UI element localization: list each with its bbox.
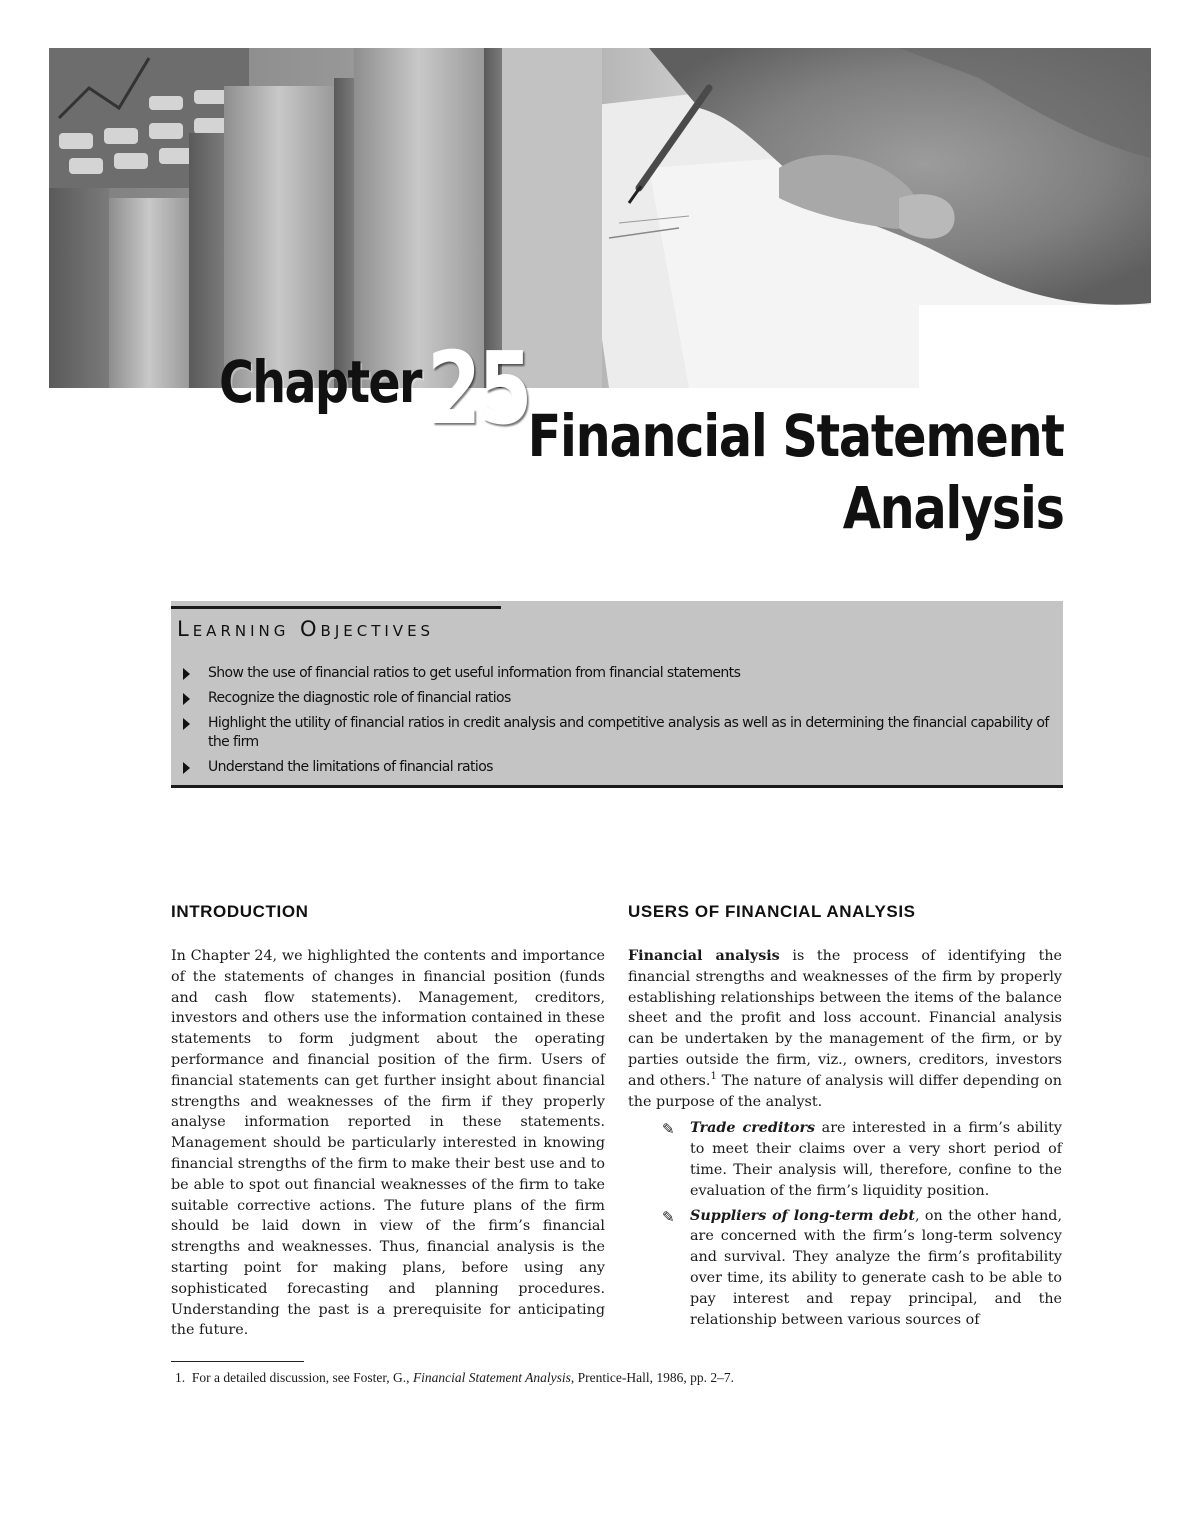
chapter-title-line-2: Analysis	[843, 474, 1064, 542]
list-item: Recognize the diagnostic role of financial ratios	[180, 689, 1050, 708]
chapter-title-line-1: Financial Statement	[527, 402, 1064, 470]
learning-objectives-rule	[171, 606, 501, 609]
list-item: ✎ Trade creditors are interested in a firm’s ability to meet their claims over a very short period of time. Their analysis will, therefore, confine to the evaluation of the firm’s liquidity position.	[662, 1120, 1062, 1199]
triangle-bullet-icon	[183, 693, 190, 705]
financial-analysis-term: Financial analysis	[628, 948, 780, 964]
learning-objectives-list	[180, 664, 1050, 783]
bullet-term: Trade creditors	[690, 1120, 816, 1137]
chapter-title	[433, 400, 1064, 544]
triangle-bullet-icon	[183, 718, 190, 730]
list-item: ✎ Suppliers of long-term debt, on the other hand, are concerned with the firm’s long-term solvency and survival. They analyze the firm’s profitability over time, its ability to generate cash to be able to pay interest and repay principal, and the relationship between various sources of	[662, 1207, 1062, 1328]
footnote-rule	[171, 1361, 304, 1362]
learning-objectives-heading: Learning Objectives	[177, 617, 435, 641]
bullet-term: Suppliers of long-term debt	[690, 1207, 915, 1224]
users-paragraph: Financial analysis is the process of identifying the financial strengths and weaknesses of the firm by properly establishing relationships between the items of the balance sheet and the profit and loss account. Financial analysis can be undertaken by the management of the firm, or by parties outside the firm, viz., owners, creditors, investors and others.$^1$ The nature of analysis will differ depending on the purpose of the analyst.	[628, 948, 1062, 1110]
chapter-label: Chapter	[219, 348, 421, 416]
list-item: Show the use of financial ratios to get useful information from financial statements	[180, 664, 1050, 683]
triangle-bullet-icon	[183, 762, 190, 774]
list-item: Highlight the utility of financial ratios in credit analysis and competitive analysis as well as in determining the financial capability of the firm	[180, 714, 1050, 752]
introduction-heading: INTRODUCTION	[171, 902, 309, 921]
introduction-section	[171, 902, 605, 1341]
users-list	[628, 1118, 1062, 1330]
footnote-number: 1.	[175, 1370, 186, 1385]
users-heading: USERS OF FINANCIAL ANALYSIS	[628, 902, 916, 921]
introduction-paragraph: In Chapter 24, we highlighted the contents and importance of the statements of changes in financial position (funds and cash flow statements). Management, creditors, investors and others use the information contained in these statements to form judgment about the operating performance and financial position of the firm. Users of financial statements can get further insight about financial strengths and weaknesses of the firm if they properly analyse information reported in these statements. Management should be particularly interested in knowing financial strengths of the firm to make their best use and to be able to spot out financial weaknesses of the firm to take suitable corrective actions. The future plans of the firm should be laid down in view of the firm’s financial strengths and weaknesses. Thus, financial analysis is the starting point for making plans, before using any sophisticated forecasting and planning procedures. Understanding the past is a prerequisite for anticipating the future.	[171, 948, 605, 1339]
footnote: 1. For a detailed discussion, see Foster, G., Financial Statement Analysis, Prentice-Hall, 1986, pp. 2–7.	[175, 1370, 735, 1385]
chapter-number: 25	[427, 330, 530, 447]
users-section	[628, 902, 1062, 1334]
triangle-bullet-icon	[183, 668, 190, 680]
pencil-bullet-icon: ✎	[662, 1207, 675, 1226]
banner-photo-icon	[49, 48, 1151, 388]
footnote-book-title: Financial Statement Analysis	[412, 1370, 571, 1385]
list-item: Understand the limitations of financial ratios	[180, 758, 1050, 777]
pencil-bullet-icon: ✎	[662, 1120, 675, 1139]
footnote-reference[interactable]: 1	[710, 1071, 717, 1083]
